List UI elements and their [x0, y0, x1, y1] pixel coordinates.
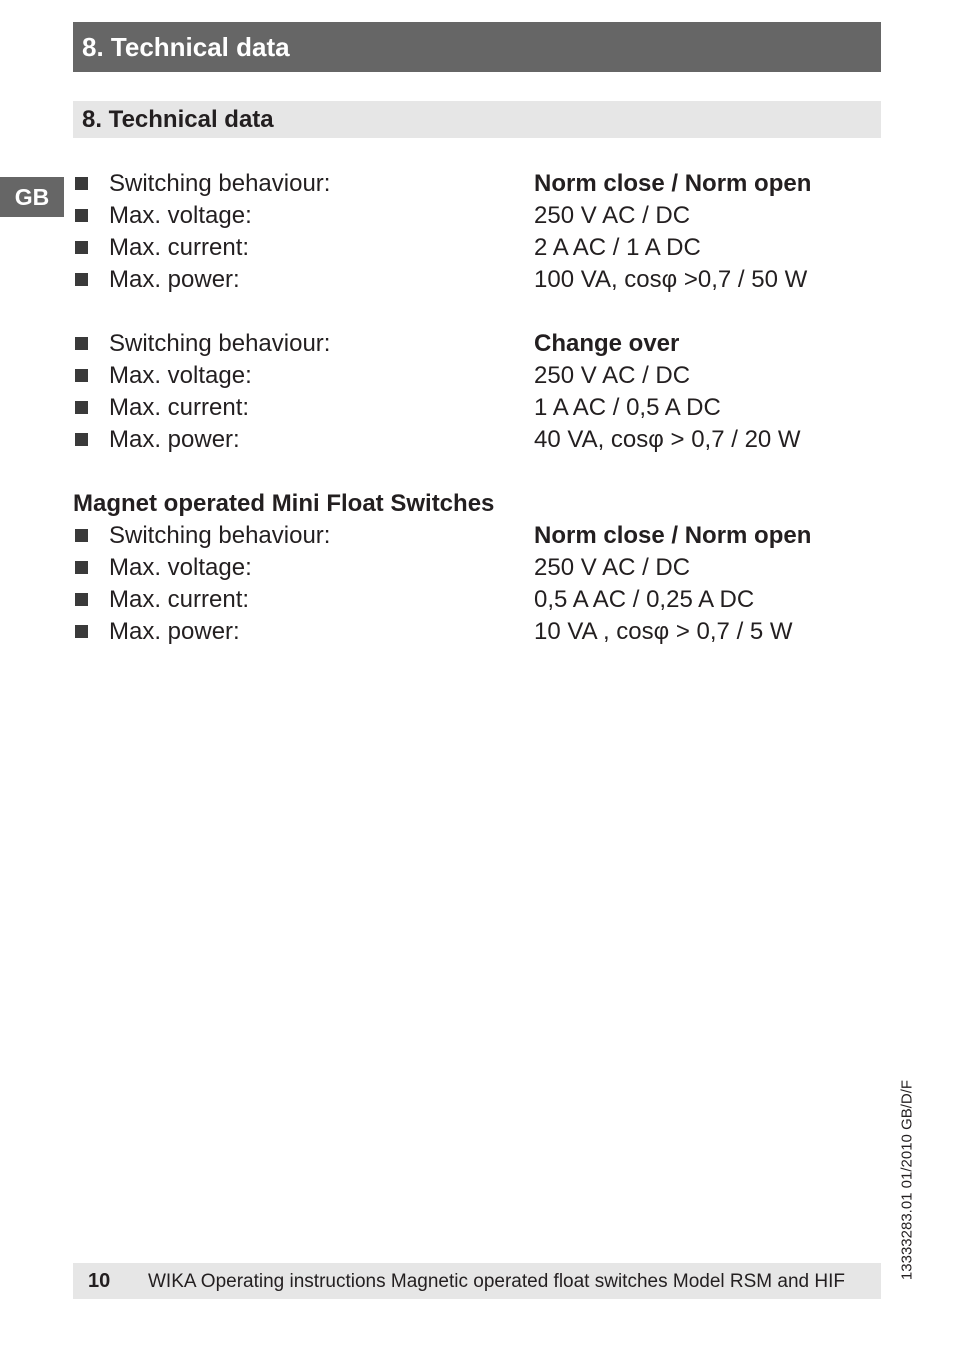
spec-label: Max. voltage: [109, 554, 252, 581]
spec-label: Switching behaviour: [109, 522, 331, 549]
bullet-square-icon [75, 593, 88, 606]
spec-value: 100 VA, cosφ >0,7 / 50 W [534, 266, 808, 293]
bullet-square-icon [75, 561, 88, 574]
spec-label: Max. power: [109, 426, 240, 453]
spec-group-3 [73, 488, 881, 648]
spec-row [73, 616, 881, 648]
page-number: 10 [88, 1270, 111, 1292]
spec-row [73, 584, 881, 616]
spec-value: 1 A AC / 0,5 A DC [534, 394, 721, 421]
spec-label: Switching behaviour: [109, 170, 331, 197]
document-code: 13333283.01 01/2010 GB/D/F [898, 1079, 916, 1281]
spec-row [73, 424, 881, 456]
spec-label: Max. voltage: [109, 362, 252, 389]
chapter-header [73, 22, 881, 72]
bullet-square-icon [75, 241, 88, 254]
spec-label: Max. power: [109, 618, 240, 645]
section-title: 8. Technical data [82, 106, 274, 133]
spec-label: Switching behaviour: [109, 330, 331, 357]
bullet-square-icon [75, 177, 88, 190]
spec-value: 2 A AC / 1 A DC [534, 234, 701, 261]
bullet-square-icon [75, 529, 88, 542]
spec-row [73, 520, 881, 552]
bullet-square-icon [75, 433, 88, 446]
spec-value: 10 VA , cosφ > 0,7 / 5 W [534, 618, 793, 645]
language-tab: GB [0, 177, 64, 217]
spec-row [73, 328, 881, 360]
group-heading: Magnet operated Mini Float Switches [73, 490, 495, 517]
spec-group-1 [73, 168, 881, 296]
spec-row [73, 232, 881, 264]
spec-value: 250 V AC / DC [534, 362, 691, 389]
bullet-square-icon [75, 337, 88, 350]
footer-text: WIKA Operating instructions Magnetic operated float switches Model RSM and HIF [148, 1271, 845, 1292]
bullet-square-icon [75, 273, 88, 286]
bullet-square-icon [75, 401, 88, 414]
spec-row [73, 552, 881, 584]
page-footer [73, 1263, 881, 1299]
spec-row [73, 360, 881, 392]
spec-value: 250 V AC / DC [534, 202, 691, 229]
bullet-square-icon [75, 369, 88, 382]
spec-value: 40 VA, cosφ > 0,7 / 20 W [534, 426, 801, 453]
bullet-square-icon [75, 625, 88, 638]
spec-label: Max. current: [109, 586, 250, 613]
spec-row [73, 168, 881, 200]
spec-value: 250 V AC / DC [534, 554, 691, 581]
spec-row [73, 264, 881, 296]
spec-value: 0,5 A AC / 0,25 A DC [534, 586, 755, 613]
spec-row [73, 200, 881, 232]
spec-label: Max. current: [109, 234, 250, 261]
spec-value: Change over [534, 330, 680, 357]
spec-label: Max. voltage: [109, 202, 252, 229]
spec-group-2 [73, 328, 881, 456]
spec-value: Norm close / Norm open [534, 522, 812, 549]
spec-value: Norm close / Norm open [534, 170, 812, 197]
spec-row [73, 392, 881, 424]
chapter-title: 8. Technical data [82, 32, 290, 62]
spec-label: Max. current: [109, 394, 250, 421]
bullet-square-icon [75, 209, 88, 222]
spec-label: Max. power: [109, 266, 240, 293]
section-header [73, 101, 881, 138]
